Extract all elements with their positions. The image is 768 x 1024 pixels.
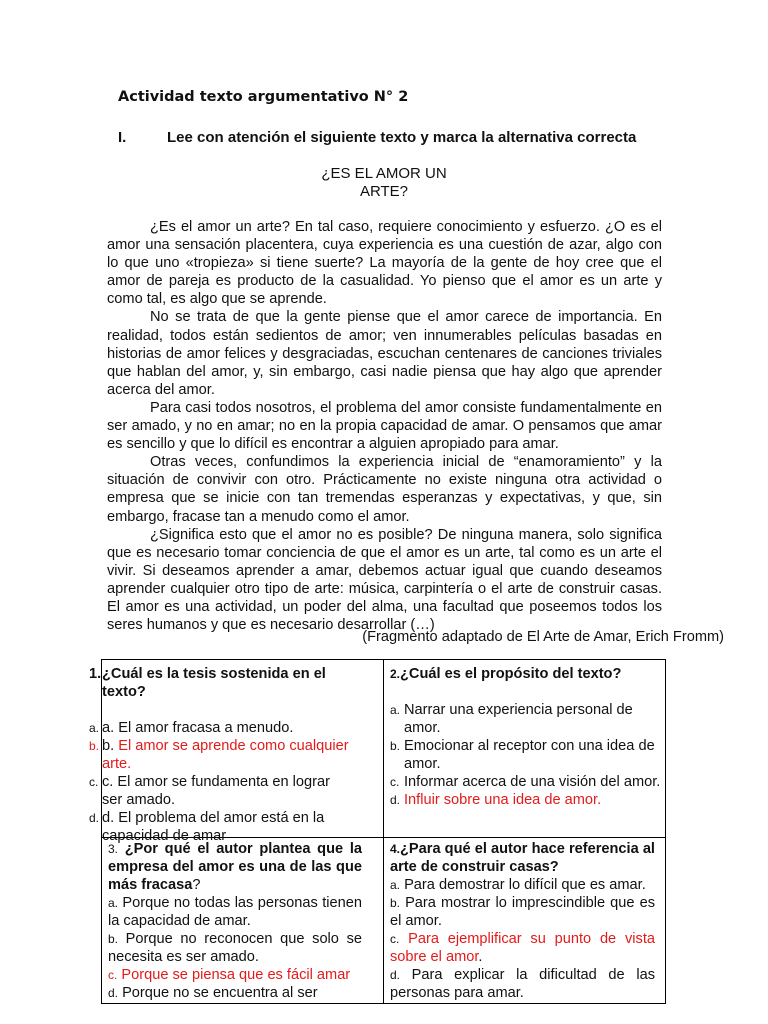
essay-paragraph-2: No se trata de que la gente piense que el amor carece de importancia. En realidad, todos están sedientos de amor; ven innumerables películas basadas en historias de amor felices y desgraciadas, escuchan centenares de canciones triviales que hablan del amor, y, sin embargo, casi nadie piensa que hay algo que aprender acerca del amor. <box>107 309 662 398</box>
essay-title-line2: ARTE? <box>359 183 409 200</box>
question-1-option-d[interactable]: d. d. El problema del amor está en la capacidad de amar <box>89 810 325 844</box>
question-1-number: 1. <box>89 666 102 682</box>
essay-paragraph-4: Otras veces, confundimos la experiencia inicial de “enamoramiento” y la situación de convivir con otro. Prácticamente no existe ninguna otra actividad o empresa que se inicie con tan tremendas esperanzas y expectativas, y que, sin embargo, fracase tan a menudo como el amor. <box>107 454 662 525</box>
table-divider-vertical <box>383 660 384 1003</box>
question-2-option-b[interactable]: b. Emocionar al receptor con una idea de amor. <box>390 738 655 772</box>
question-2-text: ¿Cuál es el propósito del texto? <box>400 666 622 682</box>
question-1 <box>89 665 351 845</box>
question-3-option-a[interactable]: a. Porque no todas las personas tienen la capacidad de amar. <box>108 895 362 929</box>
essay-title <box>0 165 768 201</box>
question-4-option-a[interactable]: a. Para demostrar lo difícil que es amar. <box>390 877 646 893</box>
question-2 <box>390 665 662 809</box>
question-3-heading: 3. ¿Por qué el autor plantea que la empresa del amor es una de las que más fracasa? <box>108 841 362 893</box>
question-4 <box>390 840 655 1002</box>
question-2-heading <box>390 665 662 683</box>
essay-body <box>107 218 662 634</box>
question-3-number: 3. <box>108 842 119 856</box>
question-2-option-c[interactable]: c. Informar acerca de una visión del amor. <box>390 774 661 790</box>
question-3-option-d[interactable]: d. Porque no se encuentra al ser <box>108 985 318 1001</box>
essay-source: (Fragmento adaptado de El Arte de Amar, Erich Fromm) <box>362 629 724 645</box>
question-4-option-b[interactable]: b. Para mostrar lo imprescindible que es el amor. <box>390 895 655 929</box>
question-4-option-d[interactable]: d. Para explicar la dificultad de las personas para amar. <box>390 967 655 1001</box>
instruction-text: Lee con atención el siguiente texto y marca la alternativa correcta <box>167 129 637 146</box>
question-1-option-a[interactable]: a. a. El amor fracasa a menudo. <box>89 720 294 736</box>
question-1-option-b[interactable]: b. b. El amor se aprende como cualquier arte. <box>89 738 349 772</box>
instruction-number: I. <box>118 129 127 146</box>
question-2-option-d[interactable]: d. Influir sobre una idea de amor. <box>390 792 602 808</box>
questions-table <box>89 659 666 1004</box>
activity-title: Actividad texto argumentativo N° 2 <box>118 89 409 105</box>
question-1-option-c[interactable]: c. c. El amor se fundamenta en lograr ser amado. <box>89 774 330 808</box>
question-3-option-c[interactable]: c. Porque se piensa que es fácil amar <box>108 967 351 983</box>
question-2-number: 2. <box>390 667 401 681</box>
question-1-text: ¿Cuál es la tesis sostenida en el texto? <box>102 666 326 700</box>
question-4-option-c[interactable]: c. Para ejemplificar su punto de vista sobre el amor. <box>390 931 655 965</box>
essay-paragraph-1: ¿Es el amor un arte? En tal caso, requiere conocimiento y esfuerzo. ¿O es el amor una sensación placentera, cuya experiencia es una cuestión de azar, algo con lo que uno «tropieza» si tiene suerte? La mayoría de la gente de hoy cree que el amor de pareja es producto de la casualidad. Yo pienso que el amor es un arte y como tal, es algo que se aprende. <box>107 219 662 308</box>
essay-paragraph-5: ¿Significa esto que el amor no es posible? De ninguna manera, solo significa que es necesario tomar conciencia de que el amor es un arte, tal como es un arte el vivir. Si deseamos aprender a amar, debemos actuar igual que cuando deseamos aprender cualquier otro tipo de arte: música, carpintería o el arte de construir casas. El amor es una actividad, un poder del alma, una facultad que poseemos todos los seres humanos y que es necesario desarrollar (…) <box>107 526 662 634</box>
question-4-number: 4. <box>390 842 401 856</box>
essay-title-line1: ¿ES EL AMOR UN <box>321 165 447 182</box>
question-3-option-b[interactable]: b. Porque no reconocen que solo se necesita es ser amado. <box>108 931 362 965</box>
question-4-text: ¿Para qué el autor hace referencia al arte de construir casas? <box>390 841 655 875</box>
question-4-heading <box>390 840 655 876</box>
question-3 <box>108 840 362 1002</box>
question-3-text: ¿Por qué el autor plantea que la empresa del amor es una de las que más fracasa <box>108 841 362 893</box>
question-2-option-a[interactable]: a. Narrar una experiencia personal de amor. <box>390 702 633 736</box>
essay-paragraph-3: Para casi todos nosotros, el problema del amor consiste fundamentalmente en ser amado, y no en amar; no en la propia capacidad de amar. O pensamos que amar es sencillo y que lo difícil es encontrar a alguien apropiado para amar. <box>107 399 662 453</box>
